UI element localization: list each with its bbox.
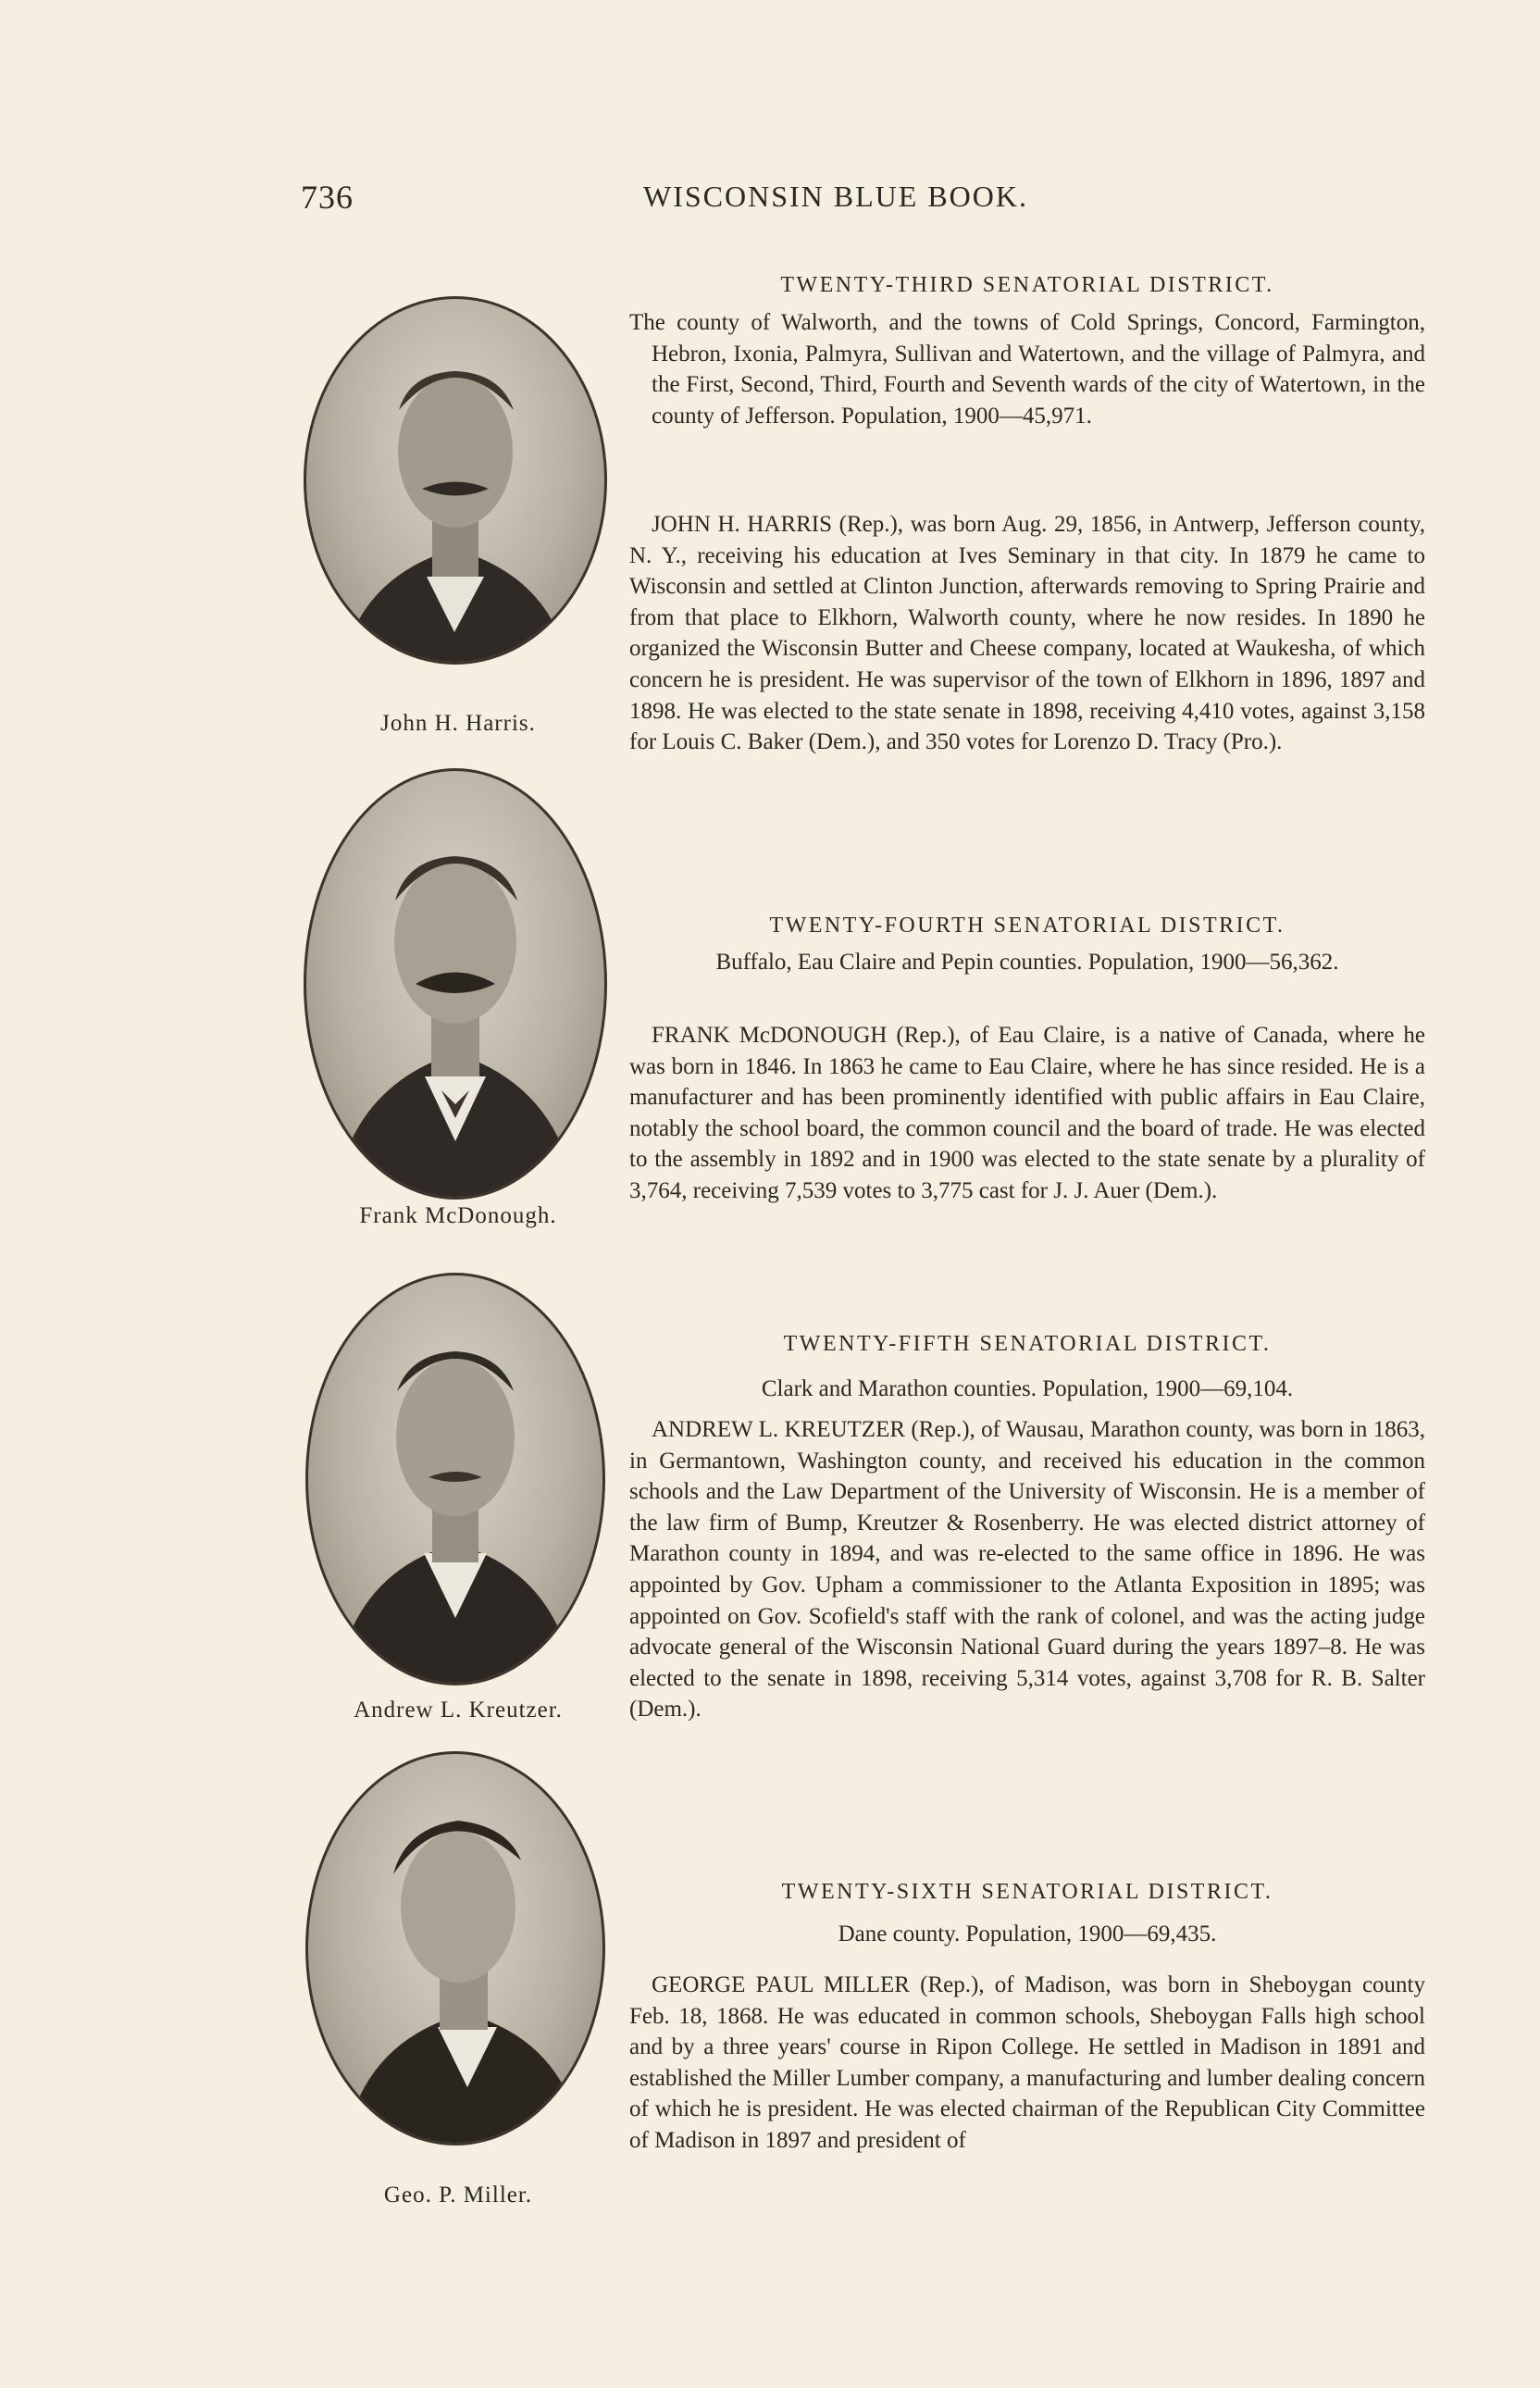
district-description-twenty-fifth: Clark and Marathon counties. Population, 1900—69,104. [761, 1376, 1294, 1401]
portrait-photo-icon [306, 299, 604, 662]
district-description-twenty-sixth: Dane county. Population, 1900—69,435. [838, 1922, 1217, 1946]
caption-geo-p-miller: Geo. P. Miller. [383, 2183, 533, 2208]
district-description-twenty-third: The county of Walworth, and the towns of Cold Springs, Concord, Farmington, Hebron, Ixonia, Palmyra, Sullivan and Watertown, and the village of Palmyra, and the First, Second, Third, Fourth and Seventh wards of the city of Watertown, in the county of Jefferson. Population, 1900—45,971. [629, 310, 1425, 429]
section-title-twenty-sixth: TWENTY-SIXTH SENATORIAL DISTRICT. [781, 1880, 1273, 1904]
portrait-andrew-l-kreutzer [305, 1273, 605, 1685]
running-title: WISCONSIN BLUE BOOK. [643, 180, 1028, 213]
portrait-photo-icon [308, 1754, 602, 2143]
page-number: 736 [301, 179, 354, 216]
bio-frank-mcdonough: FRANK McDONOUGH (Rep.), of Eau Claire, is a native of Canada, where he was born in 1846. In 1863 he came to Eau Claire, where he has since resided. He is a manufacturer and has been prominently identified with public affairs in Eau Claire, notably the school board, the common council and the board of trade. He was elected to the assembly in 1892 and in 1900 was elected to the state senate by a plurality of 3,764, receiving 7,539 votes to 3,775 cast for J. J. Auer (Dem.). [629, 1023, 1425, 1203]
district-description-twenty-fourth: Buffalo, Eau Claire and Pepin counties. Population, 1900—56,362. [715, 950, 1339, 975]
portrait-geo-p-miller [305, 1751, 605, 2145]
section-title-twenty-fourth: TWENTY-FOURTH SENATORIAL DISTRICT. [769, 914, 1285, 938]
portrait-photo-icon [306, 771, 604, 1197]
portrait-john-h-harris [304, 296, 607, 665]
caption-frank-mcdonough: Frank McDonough. [359, 1203, 557, 1228]
portrait-photo-icon [308, 1275, 602, 1683]
portrait-frank-mcdonough [304, 768, 607, 1200]
caption-andrew-l-kreutzer: Andrew L. Kreutzer. [354, 1698, 563, 1723]
bio-john-h-harris: JOHN H. HARRIS (Rep.), was born Aug. 29, 1856, in Antwerp, Jefferson county, N. Y., receiving his education at Ives Seminary in that city. In 1879 he came to Wisconsin and settled at Clinton Junction, afterwards removing to Spring Prairie and from that place to Elkhorn, Walworth county, where he now resides. In 1890 he organized the Wisconsin Butter and Cheese company, located at Waukesha, of which concern he is president. He was supervisor of the town of Elkhorn in 1896, 1897 and 1898. He was elected to the state senate in 1898, receiving 4,410 votes, against 3,158 for Louis C. Baker (Dem.), and 350 votes for Lorenzo D. Tracy (Pro.). [629, 512, 1425, 755]
section-title-twenty-third: TWENTY-THIRD SENATORIAL DISTRICT. [780, 273, 1274, 297]
caption-john-h-harris: John H. Harris. [380, 711, 536, 736]
bio-andrew-l-kreutzer: ANDREW L. KREUTZER (Rep.), of Wausau, Marathon county, was born in 1863, in Germantown, Washington county, and received his education in the common schools and the Law Department of the University of Wisconsin. He is a member of the law firm of Bump, Kreutzer & Rosenberry. He was elected district attorney of Marathon county in 1894, and was re-elected to the same office in 1896. He was appointed by Gov. Upham a commissioner to the Atlanta Exposition in 1895; was appointed on Gov. Scofield's staff with the rank of colonel, and was the acting judge advocate general of the Wisconsin National Guard during the years 1897–8. He was elected to the senate in 1898, receiving 5,314 votes, against 3,708 for R. B. Salter (Dem.). [629, 1417, 1425, 1723]
page-header [0, 178, 1540, 224]
bio-george-paul-miller: GEORGE PAUL MILLER (Rep.), of Madison, was born in Sheboygan county Feb. 18, 1868. He was educated in common schools, Sheboygan Falls high school and by a three years' course in Ripon College. He settled in Madison in 1891 and established the Miller Lumber company, a manufacturing and lumber dealing concern of which he is president. He was elected chairman of the Republican City Committee of Madison in 1897 and president of [629, 1972, 1425, 2153]
section-title-twenty-fifth: TWENTY-FIFTH SENATORIAL DISTRICT. [783, 1332, 1272, 1356]
